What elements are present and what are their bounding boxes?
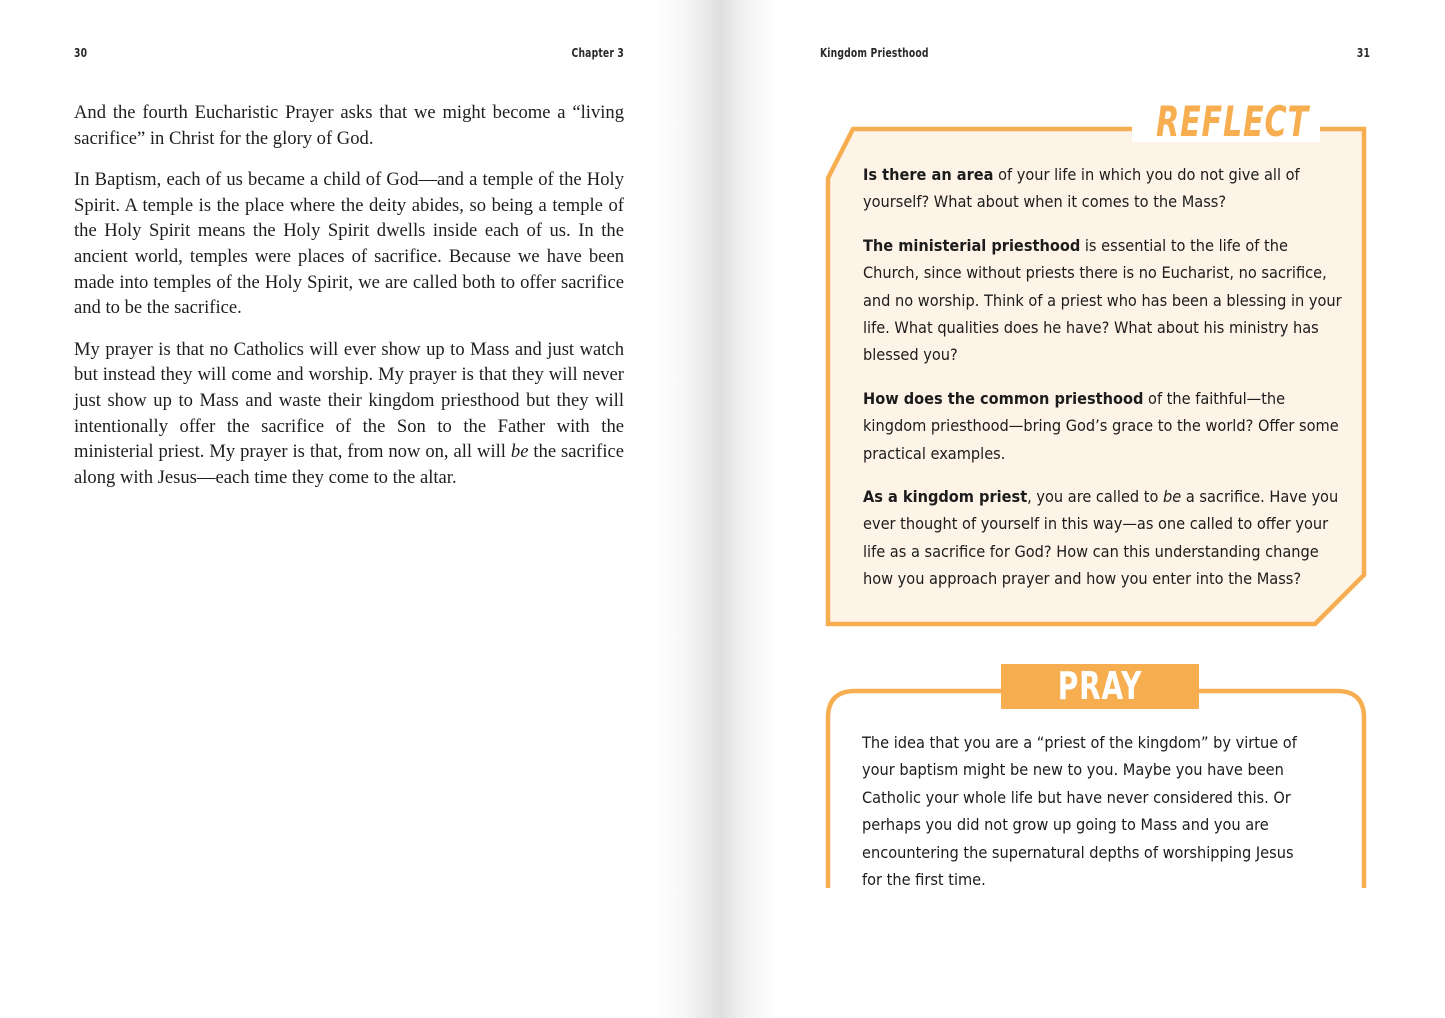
paragraph-1: And the fourth Eucharistic Prayer asks that we might become a “living sacrifice” in Christ for the glory of God.: [74, 102, 624, 149]
reflect-item-2: The ministerial priesthood is essential to the life of the Church, since without priests there is no Eucharist, no sacrifice, and no worship. Think of a priest who has been a blessing in your life. What qualities does he have? What about his ministry has blessed you?: [863, 235, 1342, 365]
paragraph-2: In Baptism, each of us became a child of God—and a temple of the Holy Spirit. A temple is the place where the deity abides, so being a temple of the Holy Spirit means the Holy Spirit dwells inside each of us. In the ancient world, temples were places of sacrifice. Because we have been made into temples of the Holy Spirit, we are called both to offer sacrifice and to be the sacrifice.: [74, 169, 624, 319]
pray-label: PRAY: [1057, 664, 1143, 708]
paragraph-3: My prayer is that no Catholics will ever show up to Mass and just watch but instead they will come and worship. My prayer is that they will never just show up to Mass and waste their kingdom priesthood but they will intentionally offer the sacrifice of the Son to the Father with the ministerial priest. My prayer is that, from now on, all will be the sacrifice along with Jesus—each time they come to the altar.: [74, 338, 624, 488]
pray-paragraph: The idea that you are a “priest of the kingdom” by virtue of your baptism might be new to you. Maybe you have been Catholic your whole life but have never considered this. Or perhaps you did not grow up going to Mass and you are encountering the supernatural depths of worshipping Jesus for the first time.: [862, 733, 1297, 890]
reflect-item-4: As a kingdom priest, you are called to be a sacrifice. Have you ever thought of yourself in this way—as one called to offer your life as a sacrifice for God? How can this understanding change how you approach prayer and how you enter into the Mass?: [863, 487, 1339, 589]
right-running-head: Kingdom Priesthood: [820, 45, 929, 60]
reflect-item-3: How does the common priesthood of the faithful—the kingdom priesthood—bring God’s grace to the world? Offer some practical examples.: [863, 388, 1339, 463]
pray-text: [862, 729, 1317, 909]
reflect-label: REFLECT: [1156, 97, 1309, 146]
right-page: [722, 0, 1445, 1018]
left-body-text: [74, 100, 624, 506]
left-page: [0, 0, 722, 1018]
left-page-number: 30: [74, 45, 88, 60]
left-running-head: Chapter 3: [571, 45, 624, 60]
gutter-shadow: [652, 0, 722, 1018]
right-page-number: 31: [1356, 45, 1370, 60]
reflect-item-1: Is there an area of your life in which you do not give all of yourself? What about when it comes to the Mass?: [863, 165, 1300, 212]
emphasis-be: be: [510, 441, 529, 463]
